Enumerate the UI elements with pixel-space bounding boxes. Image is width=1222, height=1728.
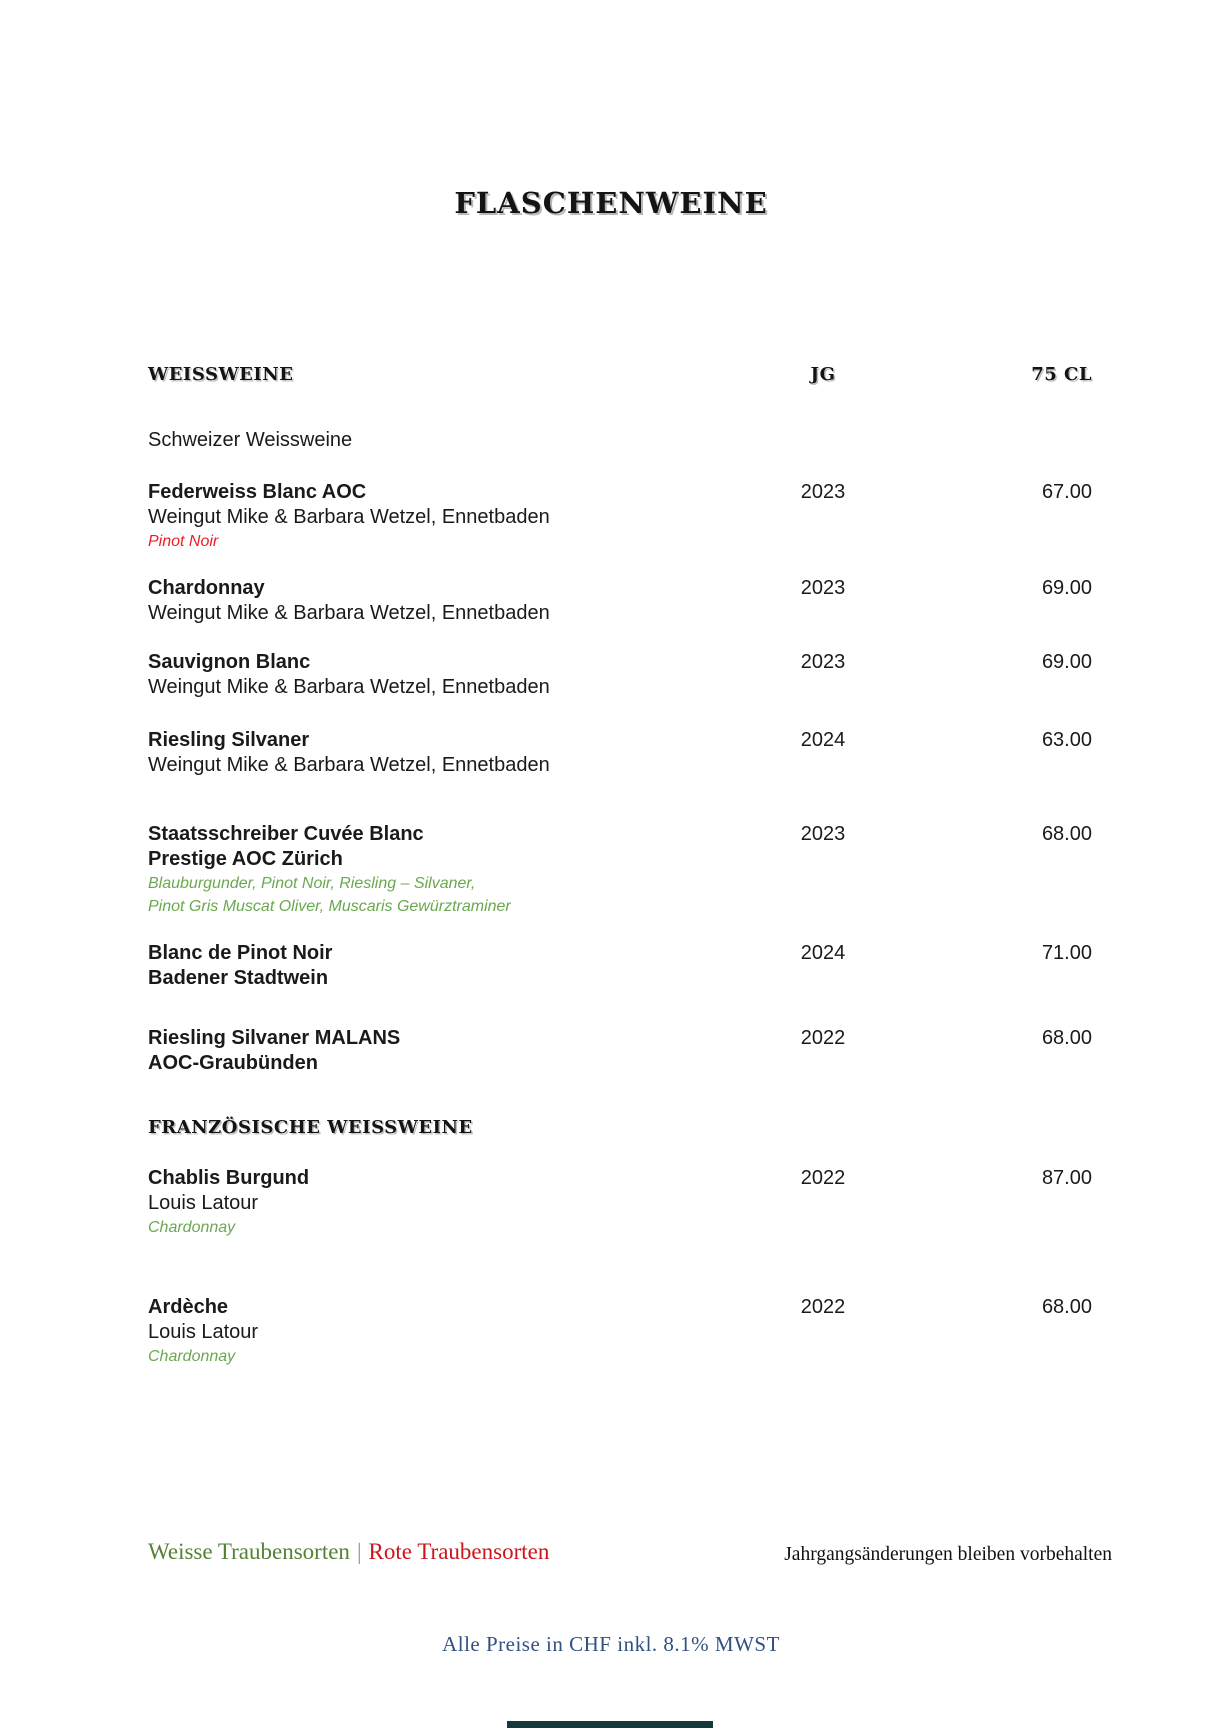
section-subheader: Schweizer Weissweine <box>148 429 353 451</box>
grape-color-legend <box>148 1538 549 1566</box>
wine-grapes: Pinot Noir <box>148 533 219 550</box>
wine-entry <box>148 1026 1092 1076</box>
wine-vintage: 2022 <box>800 1027 846 1049</box>
wine-name-line2: Badener Stadtwein <box>148 967 329 989</box>
wine-name: Ardèche <box>148 1296 229 1318</box>
table-header-row <box>148 362 1092 387</box>
wine-entry <box>148 576 1092 626</box>
wine-grapes: Blauburgunder, Pinot Noir, Riesling – Silvaner, <box>148 875 476 892</box>
wine-vintage: 2024 <box>800 729 846 751</box>
wine-name: Riesling Silvaner MALANS <box>148 1027 401 1049</box>
wine-vintage: 2023 <box>800 823 846 845</box>
wine-producer: Louis Latour <box>148 1192 259 1214</box>
legend-separator: | <box>356 1539 362 1564</box>
wine-vintage: 2023 <box>800 651 846 673</box>
wine-vintage: 2024 <box>800 942 846 964</box>
wine-price: 68.00 <box>1041 823 1092 845</box>
legend-white-grapes: Weisse Traubensorten <box>148 1539 350 1564</box>
wine-entry <box>148 728 1092 778</box>
wine-name: Chardonnay <box>148 577 265 599</box>
wine-name: Chablis Burgund <box>148 1167 310 1189</box>
wine-vintage: 2023 <box>800 577 846 599</box>
wine-grapes-line2: Pinot Gris Muscat Oliver, Muscaris Gewürztraminer <box>148 898 511 915</box>
bottom-decoration <box>507 1721 713 1728</box>
page-title: FLASCHENWEINE <box>454 186 768 220</box>
wine-name-line2: Prestige AOC Zürich <box>148 848 343 870</box>
wine-name: Federweiss Blanc AOC <box>148 481 367 503</box>
wine-entry <box>148 822 1092 918</box>
wine-entry <box>148 1295 1092 1368</box>
wine-vintage: 2023 <box>800 481 846 503</box>
wine-price: 67.00 <box>1041 481 1092 503</box>
wine-producer: Weingut Mike & Barbara Wetzel, Ennetbaden <box>148 506 550 528</box>
wine-price: 68.00 <box>1041 1027 1092 1049</box>
wine-producer: Louis Latour <box>148 1321 259 1343</box>
wine-grapes: Chardonnay <box>148 1348 236 1365</box>
price-disclaimer: Alle Preise in CHF inkl. 8.1% MWST <box>442 1632 780 1656</box>
vintage-disclaimer: Jahrgangsänderungen bleiben vorbehalten <box>784 1544 1112 1565</box>
wine-price: 69.00 <box>1041 651 1092 673</box>
legend-red-grapes: Rote Traubensorten <box>368 1539 550 1564</box>
wine-entry <box>148 480 1092 553</box>
wine-entry <box>148 1166 1092 1239</box>
wine-producer: Weingut Mike & Barbara Wetzel, Ennetbaden <box>148 676 550 698</box>
wine-vintage: 2022 <box>800 1167 846 1189</box>
wine-entry <box>148 941 1092 991</box>
menu-content <box>148 362 1092 1368</box>
wine-producer: Weingut Mike & Barbara Wetzel, Ennetbaden <box>148 754 550 776</box>
column-header-size: 75 CL <box>1031 364 1092 385</box>
section-header-weissweine: WEISSWEINE <box>148 364 294 385</box>
wine-producer: Weingut Mike & Barbara Wetzel, Ennetbaden <box>148 602 550 624</box>
wine-price: 71.00 <box>1041 942 1092 964</box>
wine-entry <box>148 650 1092 700</box>
wine-price: 69.00 <box>1041 577 1092 599</box>
wine-name: Staatsschreiber Cuvée Blanc <box>148 823 424 845</box>
wine-price: 63.00 <box>1041 729 1092 751</box>
wine-price: 68.00 <box>1041 1296 1092 1318</box>
column-header-vintage: JG <box>810 364 836 385</box>
wine-name: Blanc de Pinot Noir <box>148 942 333 964</box>
wine-name: Riesling Silvaner <box>148 729 310 751</box>
wine-name: Sauvignon Blanc <box>148 651 311 673</box>
wine-price: 87.00 <box>1041 1167 1092 1189</box>
section-header-french-whites: FRANZÖSISCHE WEISSWEINE <box>148 1117 473 1138</box>
wine-grapes: Chardonnay <box>148 1219 236 1236</box>
wine-name-line2: AOC-Graubünden <box>148 1052 318 1074</box>
wine-vintage: 2022 <box>800 1296 846 1318</box>
